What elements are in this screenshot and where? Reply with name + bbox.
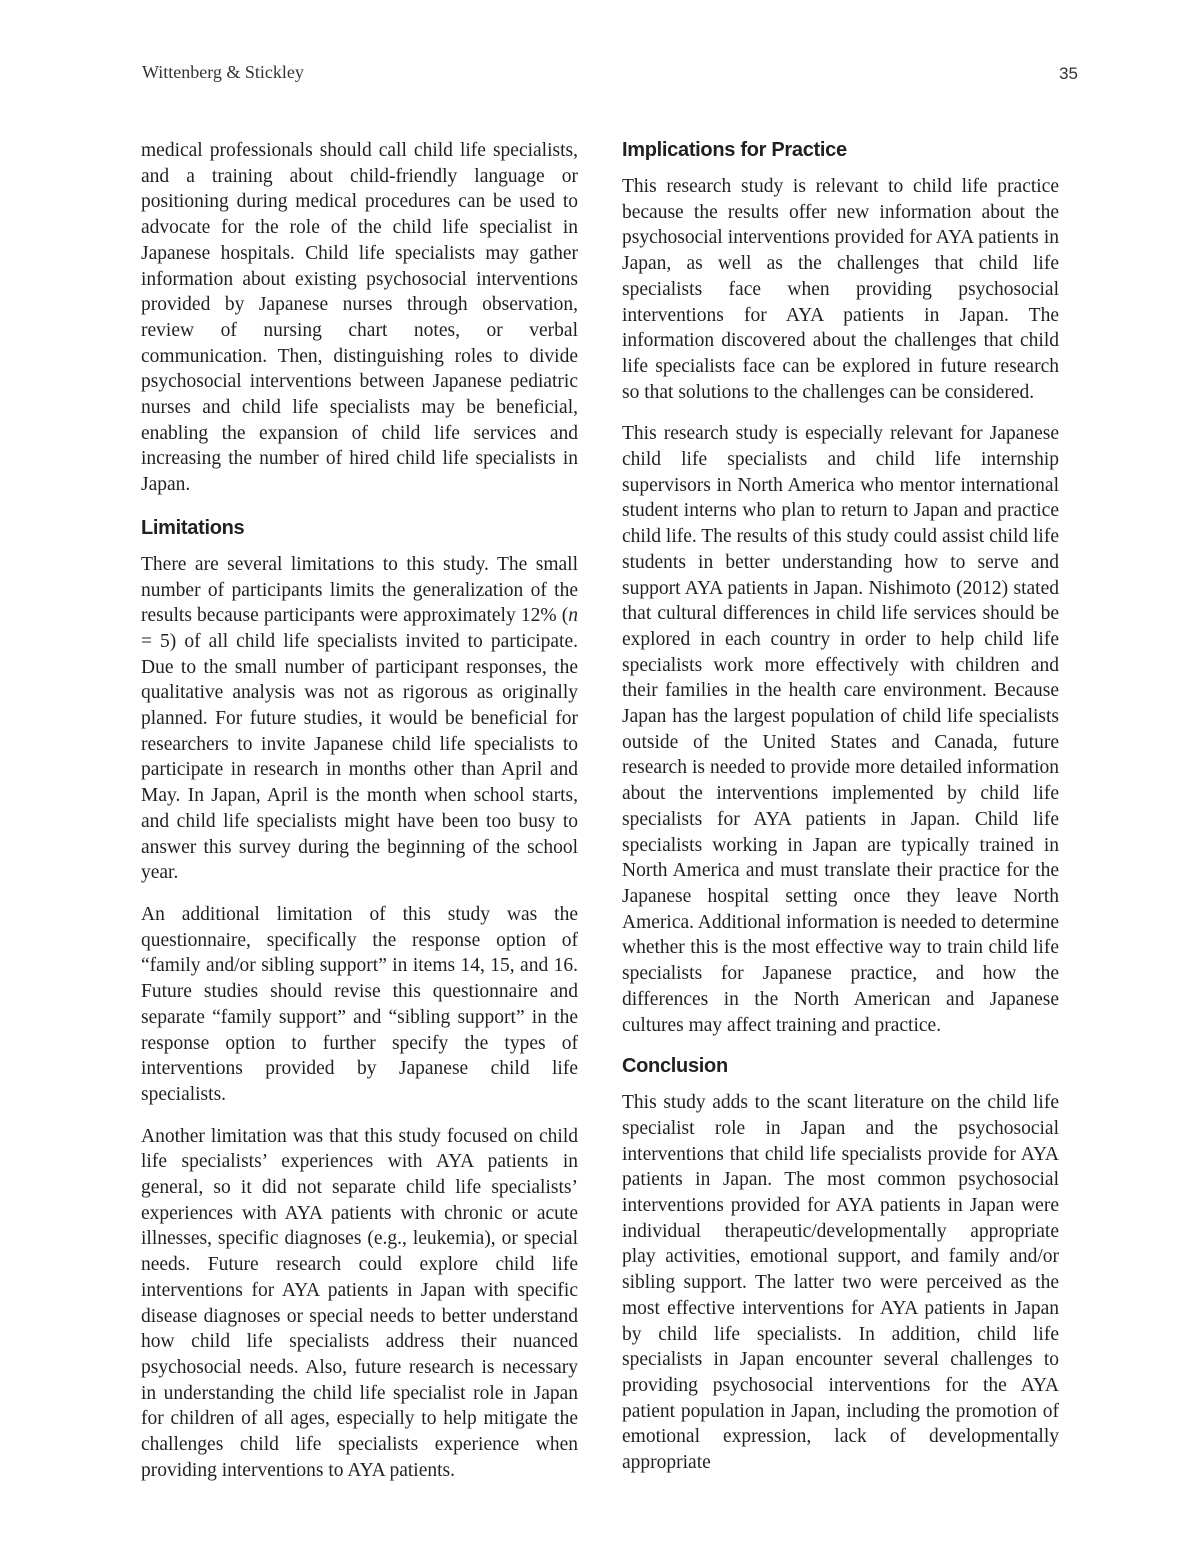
sample-size-symbol: n [568,605,578,627]
left-column [141,138,578,1499]
implications-paragraph-1: This research study is relevant to child life practice because the results offer new information about the psychosocial interventions provided for AYA patients in Japan, as well as the challenges that child life specialists face when providing psychosocial interventions for AYA patients in Japan. The information discovered about the challenges that child life specialists face can be explored in future research so that solutions to the challenges can be considered. [622,176,1059,403]
page-number: 35 [1059,64,1078,83]
limitations-paragraph-3: Another limitation was that this study focused on child life specialists’ experiences with AYA patients in general, so it did not separate child life specialists’ experiences with AYA patients with chronic or acute illnesses, specific diagnoses (e.g., leukemia), or special needs. Future research could explore child life interventions for AYA patients in Japan with specific disease diagnoses or special needs to better understand how child life specialists address their nuanced psychosocial needs. Also, future research is necessary in understanding the child life specialist role in Japan for children of all ages, especially to help mitigate the challenges child life specialists experience when providing interventions to AYA patients. [141,1125,578,1481]
continued-paragraph: medical professionals should call child life specialists, and a training about child-friendly language or positioning during medical procedures can be used to advocate for the role of the child life specialist in Japanese hospitals. Child life specialists may gather information about existing psychosocial interventions provided by Japanese nurses through observation, review of nursing chart notes, or verbal communication. Then, distinguishing roles to divide psychosocial interventions between Japanese pediatric nurses and child life specialists may be beneficial, enabling the expansion of child life services and increasing the number of hired child life specialists in Japan. [141,140,578,496]
limitations-p1-text-a: There are several limitations to this study. The small number of participants limits the generalization of the results because participants were approximately 12% ( [141,553,578,627]
limitations-paragraph-2: An additional limitation of this study was the questionnaire, specifically the response option of “family and/or sibling support” in items 14, 15, and 16. Future studies should revise this questionnaire and separate “family support” and “sibling support” in the response option to further specify the types of interventions provided by Japanese child life specialists. [141,903,578,1105]
implications-paragraph-2: This research study is especially relevant for Japanese child life specialists and child life internship supervisors in North America who mentor international student interns who plan to return to Japan and practice child life. The results of this study could assist child life students in better understanding how to serve and support AYA patients in Japan. Nishimoto (2012) stated that cultural differences in child life services should be explored in each country in order to help child life specialists work more effectively with children and their families in the health care environment. Because Japan has the largest population of child life specialists outside of the United States and Canada, future research is needed to provide more detailed information about the interventions implemented by child life specialists for AYA patients in Japan. Child life specialists working in Japan are typically trained in North America and must translate their practice for the Japanese hospital setting once they leave North America. Additional information is needed to determine whether this is the most effective way to train child life specialists for Japanese practice, and how the differences in the North American and Japanese cultures may affect training and practice. [622,423,1059,1036]
section-heading-limitations: Limitations [141,516,245,539]
limitations-paragraph-1 [141,552,578,886]
limitations-p1-text-b: = 5) of all child life specialists invited to participate. Due to the small number of participant responses, the qualitative analysis was not as rigorous as originally planned. For future studies, it would be beneficial for researchers to invite Japanese child life specialists to participate in research in months other than April and May. In Japan, April is the month when school starts, and child life specialists might have been too busy to answer this survey during the beginning of the school year. [141,630,578,884]
right-column [622,138,1059,1492]
section-heading-implications: Implications for Practice [622,139,847,161]
section-heading-conclusion: Conclusion [622,1055,728,1078]
running-head: Wittenberg & Stickley [142,62,304,82]
conclusion-paragraph-1: This study adds to the scant literature on the child life specialist role in Japan and the psychosocial interventions that child life specialists provide for AYA patients in Japan. The most common psychosocial interventions provided for AYA patients in Japan were individual therapeutic/developmentally appropriate play activities, emotional support, and family and/or sibling support. The latter two were perceived as the most effective interventions for AYA patients in Japan by child life specialists. In addition, child life specialists in Japan encounter several challenges to providing psychosocial interventions for the AYA patient population in Japan, including the promotion of emotional expression, lack of developmentally appropriate [622,1092,1059,1474]
